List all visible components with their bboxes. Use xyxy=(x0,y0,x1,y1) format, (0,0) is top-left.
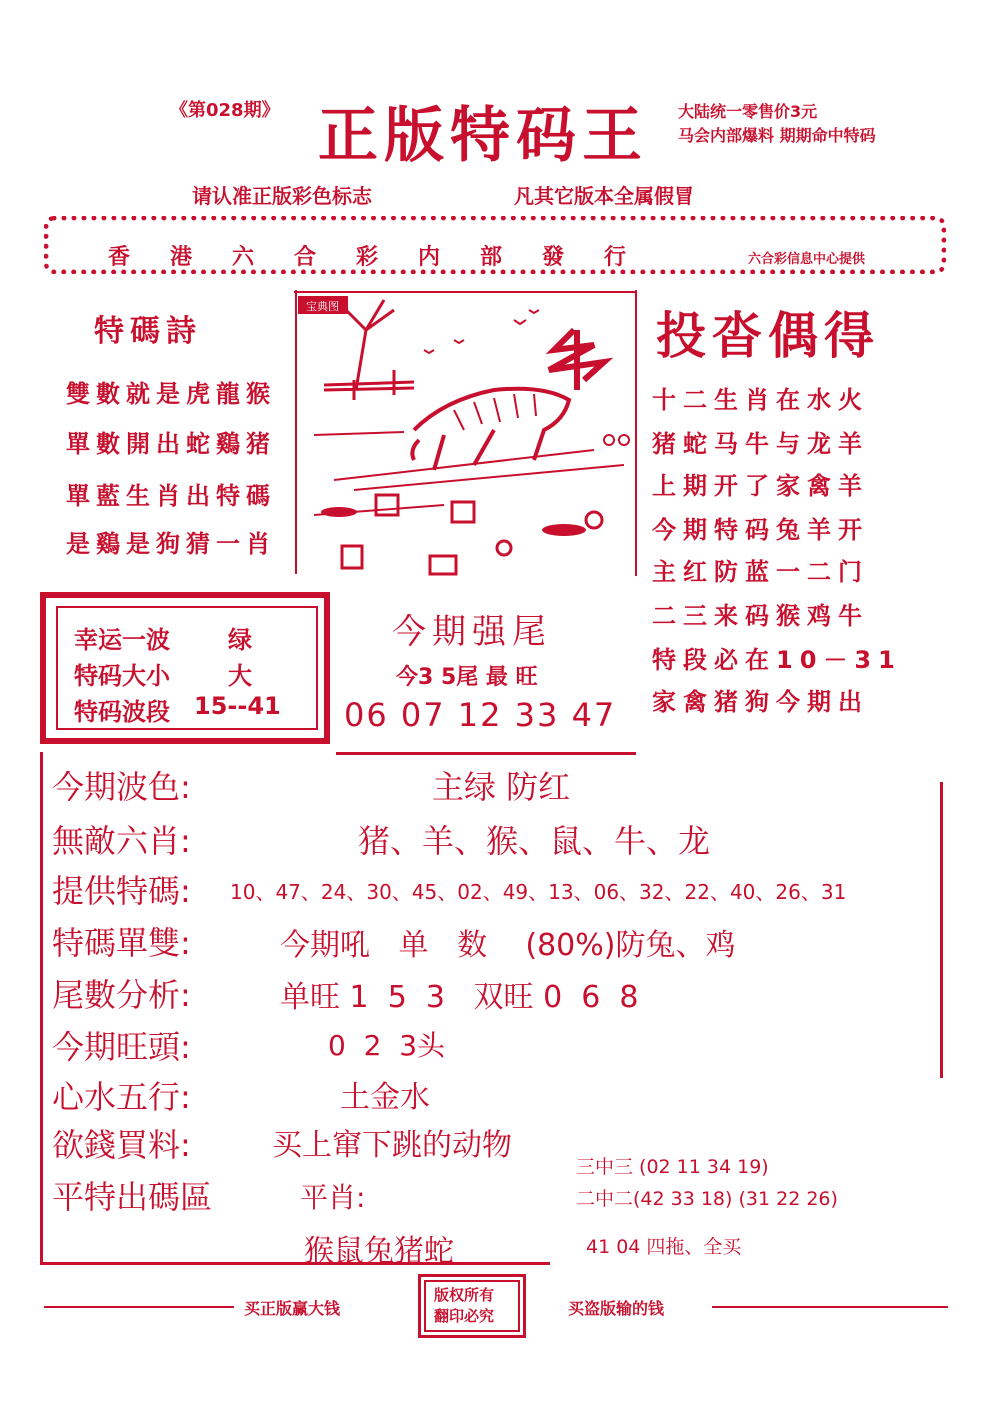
poem-line: 雙數就是虎龍猴 xyxy=(66,379,276,408)
copyright-line-1: 版权所有 xyxy=(434,1286,495,1304)
lucky-range-value: 15--41 xyxy=(194,692,281,720)
price-line-2: 马会内部爆料 期期命中特码 xyxy=(678,126,876,145)
flat-zodiac-value: 猴鼠兔猪蛇 xyxy=(304,1234,454,1269)
combo-three: 三中三 (02 11 34 19) xyxy=(576,1156,769,1178)
divider xyxy=(44,1306,234,1308)
poem-line: 單藍生肖出特碼 xyxy=(66,481,276,510)
price-line-1: 大陆统一零售价3元 xyxy=(678,102,818,121)
counterfeit-notice: 凡其它版本全属假冒 xyxy=(514,184,694,208)
special-code-label: 提供特碼: xyxy=(52,872,191,910)
divider xyxy=(40,752,43,1262)
head-label: 今期旺頭: xyxy=(52,1028,191,1066)
poem-line: 是鷄是狗猜一肖 xyxy=(66,529,276,558)
pine-tree-icon xyxy=(549,330,604,390)
odd-even-value: 今期吼 单 数 (80%)防兔、鸡 xyxy=(280,928,736,963)
issue-number: 《第028期》 xyxy=(170,100,280,121)
poem-title: 特碼詩 xyxy=(94,314,202,349)
banner-text: 香港六合彩内部發行 xyxy=(108,245,667,270)
page-title: 正版特码王 xyxy=(318,101,648,171)
authentic-notice: 请认准正版彩色标志 xyxy=(192,184,372,208)
tail-analysis-label: 尾數分析: xyxy=(52,976,191,1014)
birds-icon xyxy=(424,310,539,353)
divider xyxy=(940,782,943,1078)
element-value: 土金水 xyxy=(340,1080,430,1115)
flat-zodiac-label: 平肖: xyxy=(300,1181,366,1214)
element-label: 心水五行: xyxy=(52,1078,191,1116)
tree-icon xyxy=(344,300,394,390)
tail-subtitle: 今3 5尾 最 旺 xyxy=(396,665,538,690)
flat-zone-label: 平特出碼區 xyxy=(52,1178,213,1216)
invest-line: 今期特码兔羊开 xyxy=(652,516,869,544)
wave-color-label: 今期波色: xyxy=(52,768,191,806)
copyright-line-2: 翻印必究 xyxy=(434,1307,495,1325)
invest-line: 二三来码猴鸡牛 xyxy=(652,602,869,630)
six-zodiac-value: 猪、羊、猴、鼠、牛、龙 xyxy=(358,822,711,860)
lucky-range-label: 特码波段 xyxy=(74,698,170,726)
banner-source: 六合彩信息中心提供 xyxy=(748,252,866,267)
divider xyxy=(712,1306,948,1308)
divider xyxy=(336,752,636,755)
tail-analysis-value: 单旺 1 5 3 双旺 0 6 8 xyxy=(280,980,639,1015)
price-info xyxy=(678,100,876,148)
six-zodiac-label: 無敵六肖: xyxy=(52,822,191,860)
invest-line: 家禽猪狗今期出 xyxy=(652,688,869,716)
invest-line: 特段必在10－31 xyxy=(652,646,902,674)
fence-icon xyxy=(324,370,414,400)
invest-line: 猪蛇马牛与龙羊 xyxy=(652,430,869,458)
odd-even-label: 特碼單雙: xyxy=(52,924,191,962)
divider xyxy=(40,1262,550,1265)
tail-title: 今期强尾 xyxy=(392,612,552,652)
buy-hint-label: 欲錢買料: xyxy=(52,1126,191,1164)
lucky-size-value: 大 xyxy=(228,662,252,690)
wave-color-value: 主绿 防红 xyxy=(432,768,571,806)
tiger-icon xyxy=(412,389,569,470)
invest-title: 投沓偶得 xyxy=(656,306,880,365)
stamp-text: 宝典图 xyxy=(306,300,339,313)
tail-numbers: 06 07 12 33 47 xyxy=(344,696,617,734)
special-code-value: 10、47、24、30、45、02、49、13、06、32、22、40、26、31 xyxy=(230,880,847,904)
head-value: 0 2 3头 xyxy=(328,1029,446,1062)
invest-line: 上期开了家禽羊 xyxy=(652,472,869,500)
buy-hint-value: 买上窜下跳的动物 xyxy=(272,1128,512,1163)
tiger-illustration xyxy=(294,290,638,576)
combo-drag: 41 04 四拖、全买 xyxy=(586,1236,742,1258)
lucky-size-label: 特码大小 xyxy=(74,662,170,690)
invest-line: 十二生肖在水火 xyxy=(652,386,869,414)
poem-line: 單數開出蛇鷄猪 xyxy=(66,429,276,458)
lucky-wave-label: 幸运一波 xyxy=(74,626,170,654)
invest-line: 主红防蓝一二门 xyxy=(652,558,869,586)
footer-right-slogan: 买盗版输的钱 xyxy=(568,1299,665,1318)
lucky-wave-value: 绿 xyxy=(228,626,252,654)
combo-two: 二中二(42 33 18) (31 22 26) xyxy=(576,1188,838,1210)
footer-left-slogan: 买正版赢大钱 xyxy=(244,1299,341,1318)
